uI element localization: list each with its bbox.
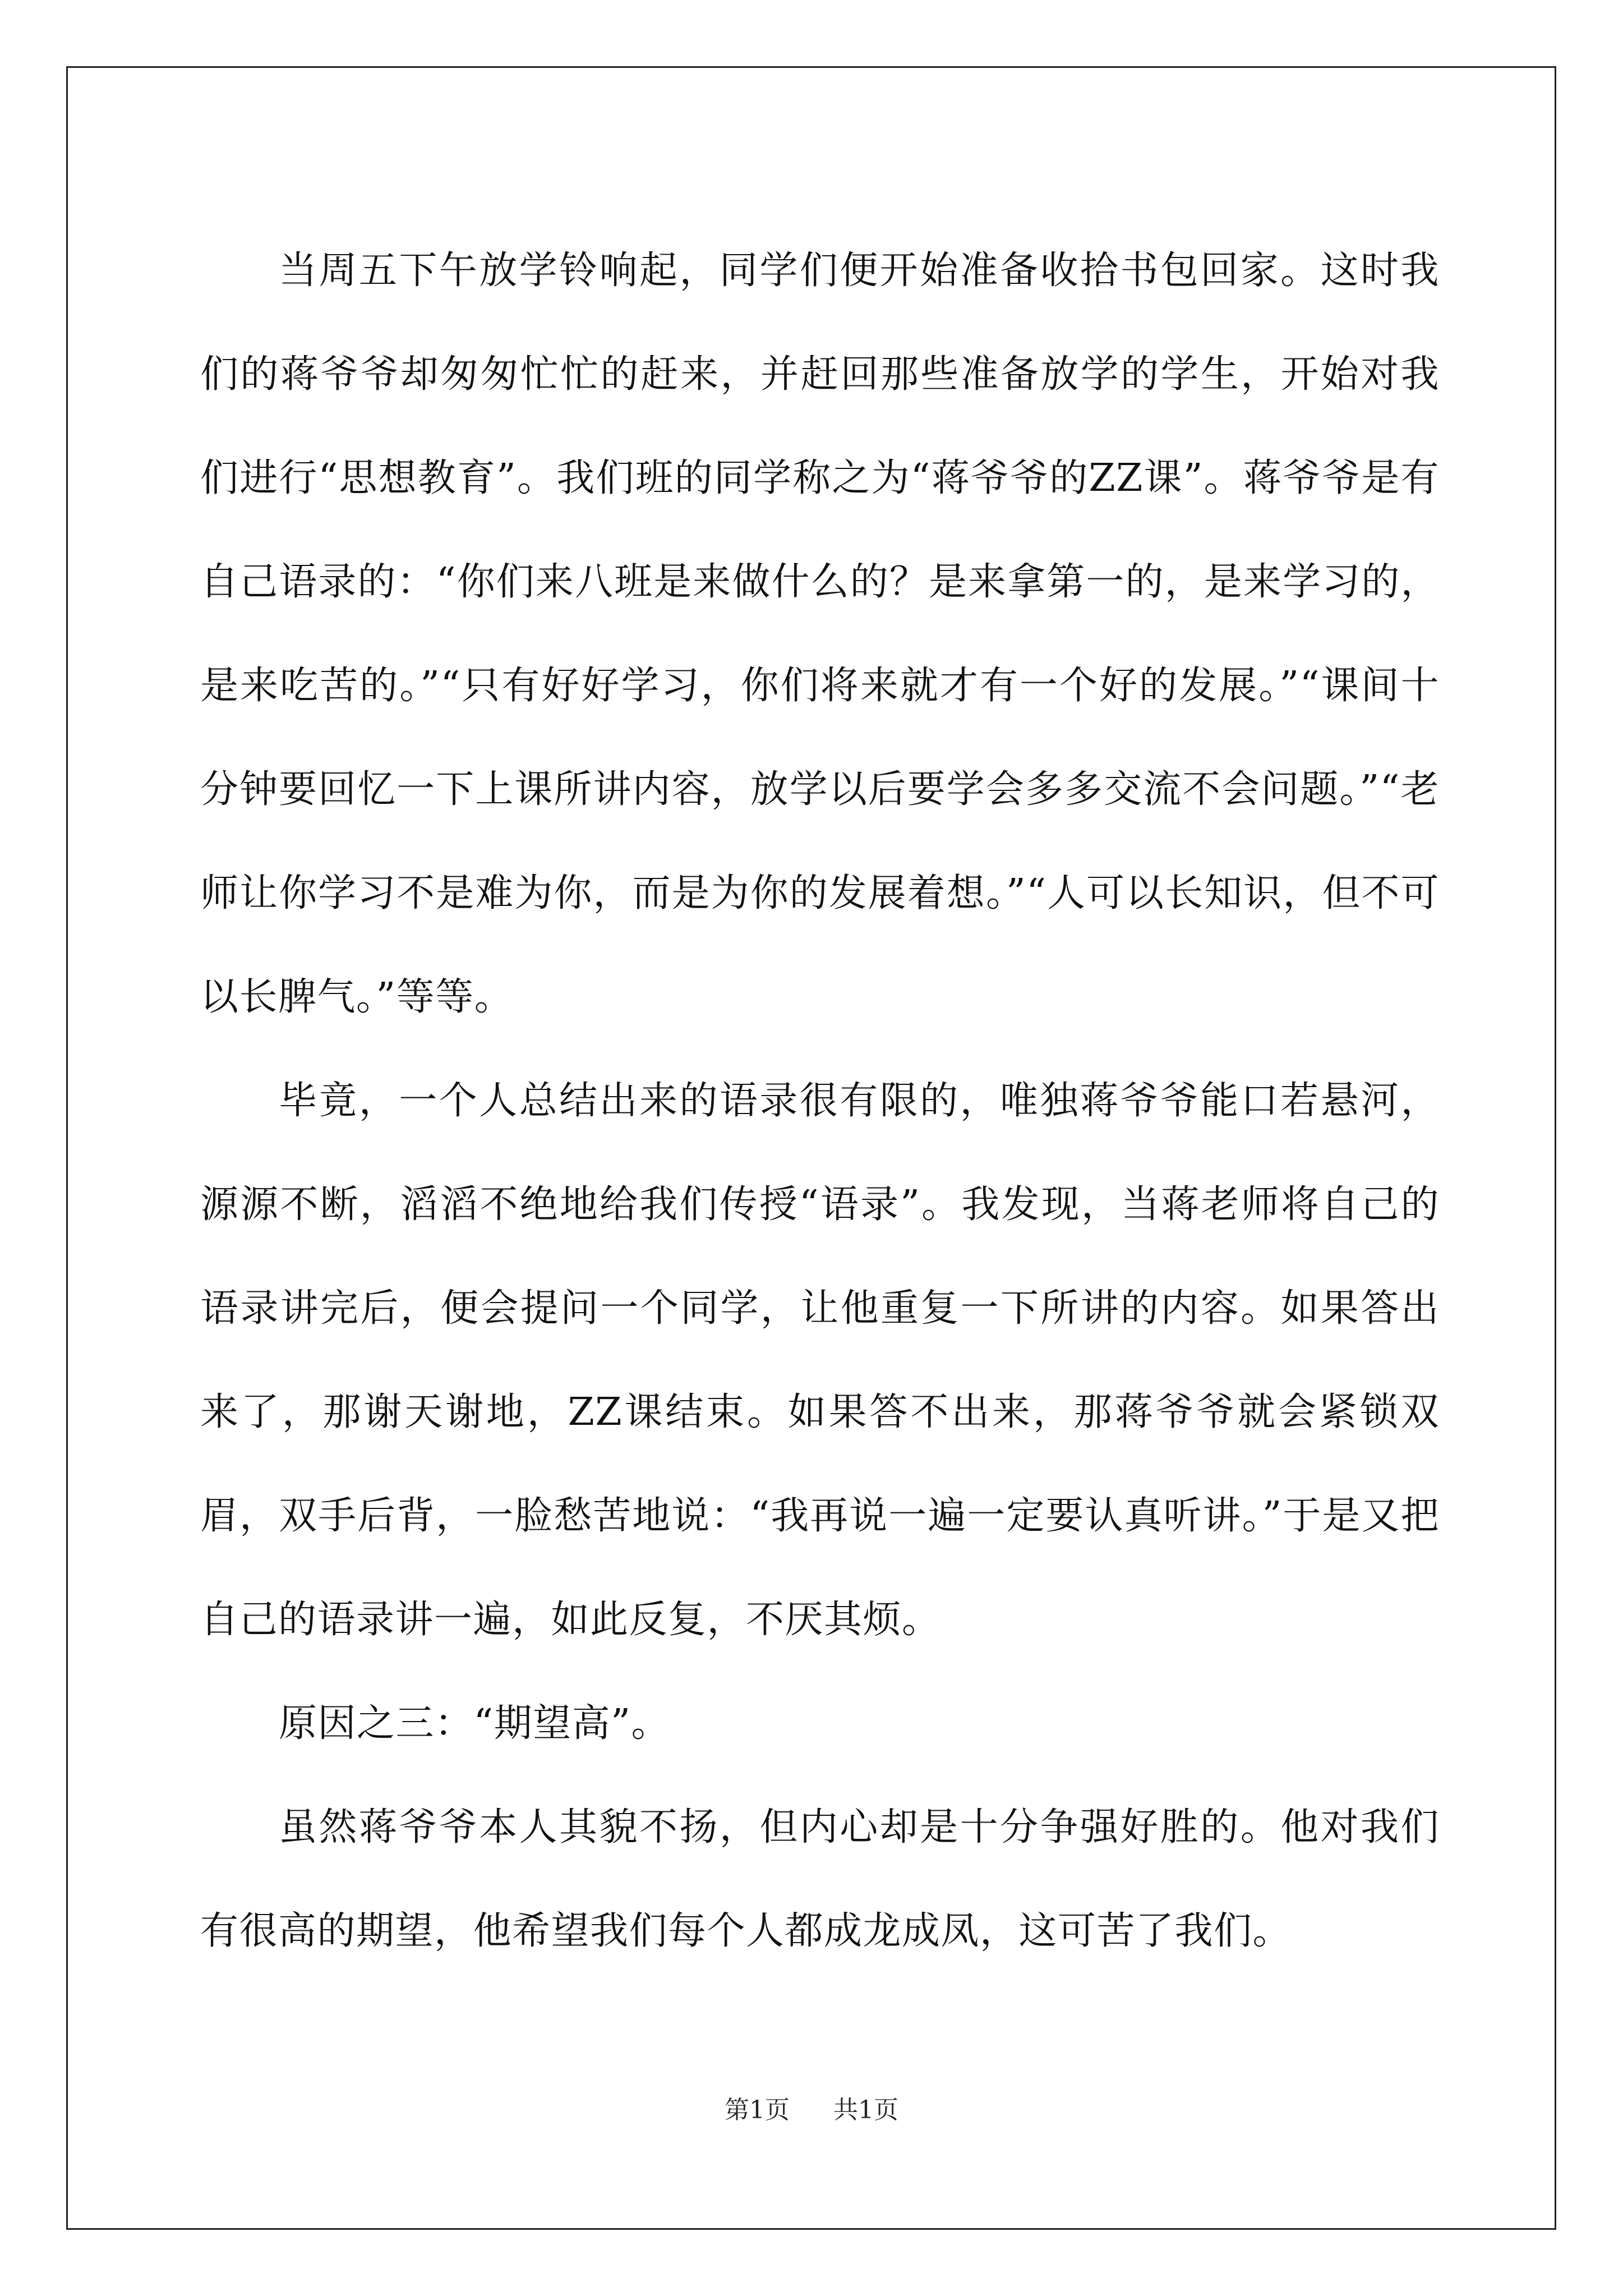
page-footer bbox=[0, 2090, 1623, 2125]
page-number-total: 共1页 bbox=[833, 2096, 898, 2124]
paragraph-1: 当周五下午放学铃响起，同学们便开始准备收拾书包回家。这时我们的蒋爷爷却匆匆忙忙的赶来，并赶回那些准备放学的学生，开始对我们进行“思想教育”。我们班的同学称之为“蒋爷爷的ZZ课”。蒋爷爷是有自己语录的：“你们来八班是来做什么的？是来拿第一的，是来学习的，是来吃苦的。”“只有好好学习，你们将来就才有一个好的发展。”“课间十分钟要回忆一下上课所讲内容，放学以后要学会多多交流不会问题。”“老师让你学习不是难为你，而是为你的发展着想。”“人可以长知识，但不可以长脾气。”等等。 bbox=[200, 249, 1440, 1019]
document-body bbox=[200, 219, 1440, 1983]
page-number-current: 第1页 bbox=[725, 2096, 790, 2124]
paragraph-3: 原因之三：“期望高”。 bbox=[279, 1701, 671, 1746]
paragraph-4: 虽然蒋爷爷本人其貌不扬，但内心却是十分争强好胜的。他对我们有很高的期望，他希望我们每个人都成龙成凤，这可苦了我们。 bbox=[200, 1805, 1440, 1953]
paragraph-2: 毕竟，一个人总结出来的语录很有限的，唯独蒋爷爷能口若悬河，源源不断，滔滔不绝地给我们传授“语录”。我发现，当蒋老师将自己的语录讲完后，便会提问一个同学，让他重复一下所讲的内容。如果答出来了，那谢天谢地，ZZ课结束。如果答不出来，那蒋爷爷就会紧锁双眉，双手后背，一脸愁苦地说：“我再说一遍一定要认真听讲。”于是又把自己的语录讲一遍，如此反复，不厌其烦。 bbox=[200, 1079, 1440, 1642]
